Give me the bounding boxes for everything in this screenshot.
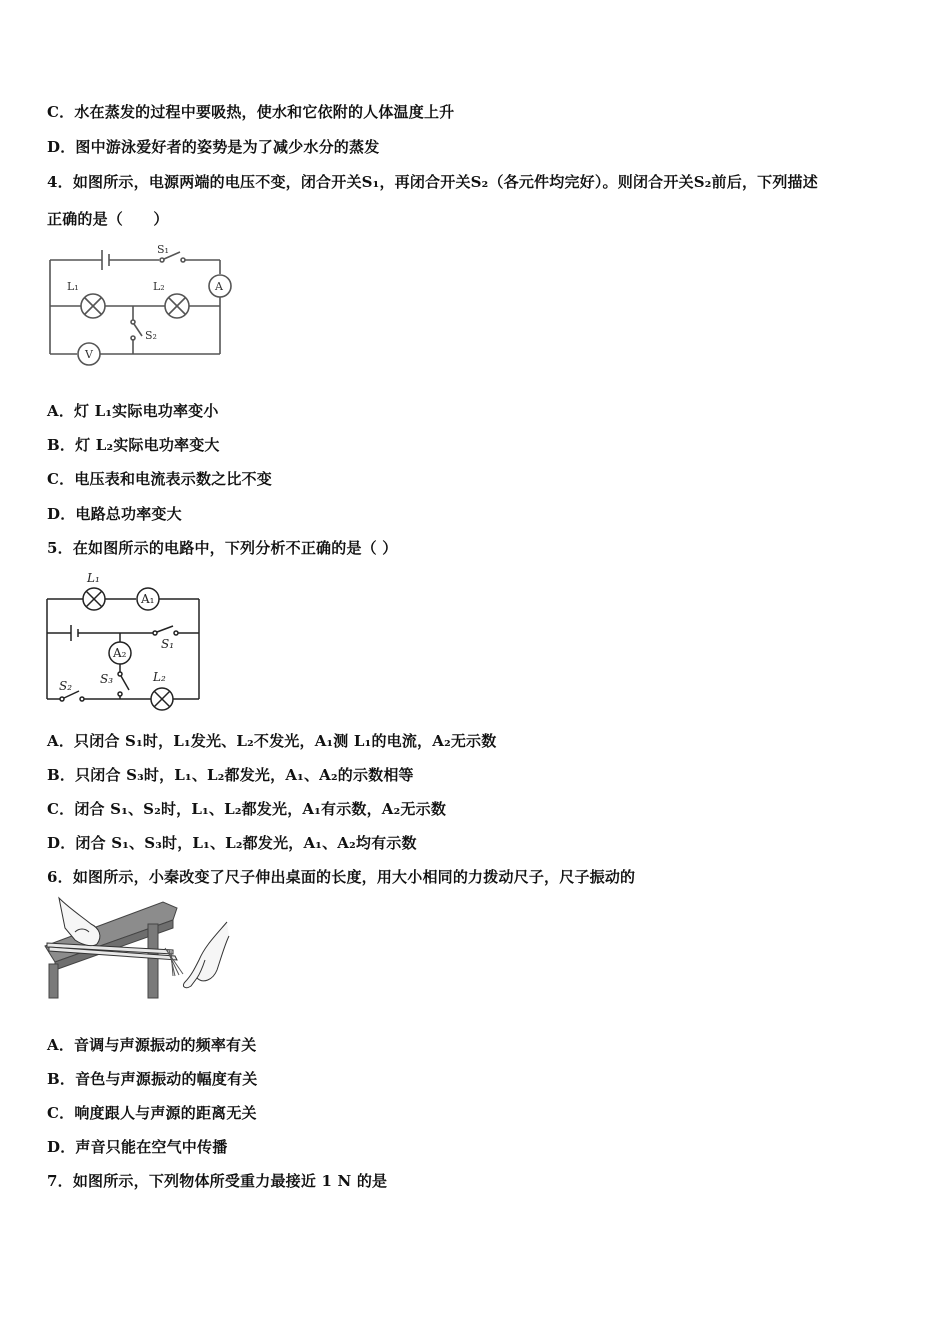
q4-label-voltmeter: V xyxy=(85,348,93,361)
q5-label-s3: S₃ xyxy=(100,672,114,686)
q6-option-d: D．声音只能在空气中传播 xyxy=(47,1138,228,1156)
q6-option-c: C．响度跟人与声源的距离无关 xyxy=(47,1104,257,1122)
q5-label-l1: L₁ xyxy=(87,571,100,585)
q5-label-a2: A₂ xyxy=(113,646,127,660)
q6-stem: 6．如图所示，小秦改变了尺子伸出桌面的长度，用大小相同的力拨动尺子，尺子振动的 xyxy=(47,868,636,886)
q5-option-a: A．只闭合 S₁时，L₁发光、L₂不发光，A₁测 L₁的电流，A₂无示数 xyxy=(47,732,497,750)
q4-circuit-diagram xyxy=(47,240,242,368)
q4-label-s1: S₁ xyxy=(157,243,169,256)
q4-label-l2: L₂ xyxy=(153,280,165,293)
q4-stem-line1: 4．如图所示，电源两端的电压不变，闭合开关S₁，再闭合开关S₂（各元件均完好）。则闭合开关S₂前后，下列描述 xyxy=(47,173,818,191)
q3-option-c: C．水在蒸发的过程中要吸热，使水和它依附的人体温度上升 xyxy=(47,103,455,121)
q5-label-a1: A₁ xyxy=(141,592,155,606)
q6-option-a: A．音调与声源振动的频率有关 xyxy=(47,1036,257,1054)
q4-option-d: D．电路总功率变大 xyxy=(47,505,182,523)
q7-stem: 7．如图所示，下列物体所受重力最接近 1 N 的是 xyxy=(47,1172,388,1190)
q6-option-b: B．音色与声源振动的幅度有关 xyxy=(47,1070,258,1088)
q5-circuit-diagram xyxy=(45,568,205,703)
q4-option-b: B．灯 L₂实际电功率变大 xyxy=(47,436,220,454)
q5-option-c: C．闭合 S₁、S₂时，L₁、L₂都发光，A₁有示数，A₂无示数 xyxy=(47,800,447,818)
q4-label-ammeter: A xyxy=(215,280,223,293)
q5-stem: 5．在如图所示的电路中，下列分析不正确的是（ ） xyxy=(47,539,398,557)
q5-option-b: B．只闭合 S₃时，L₁、L₂都发光，A₁、A₂的示数相等 xyxy=(47,766,414,784)
q5-label-l2: L₂ xyxy=(153,670,166,684)
q6-ruler-table-illustration xyxy=(45,898,230,1000)
q4-stem-line2: 正确的是（ ） xyxy=(47,210,169,228)
q5-option-d: D．闭合 S₁、S₃时，L₁、L₂都发光，A₁、A₂均有示数 xyxy=(47,834,417,852)
q5-label-s1: S₁ xyxy=(161,637,175,651)
q4-label-s2: S₂ xyxy=(145,329,157,342)
q4-label-l1: L₁ xyxy=(67,280,79,293)
q3-option-d: D．图中游泳爱好者的姿势是为了减少水分的蒸发 xyxy=(47,138,380,156)
q5-label-s2: S₂ xyxy=(59,679,73,693)
q4-option-a: A．灯 L₁实际电功率变小 xyxy=(47,402,219,420)
q4-option-c: C．电压表和电流表示数之比不变 xyxy=(47,470,272,488)
